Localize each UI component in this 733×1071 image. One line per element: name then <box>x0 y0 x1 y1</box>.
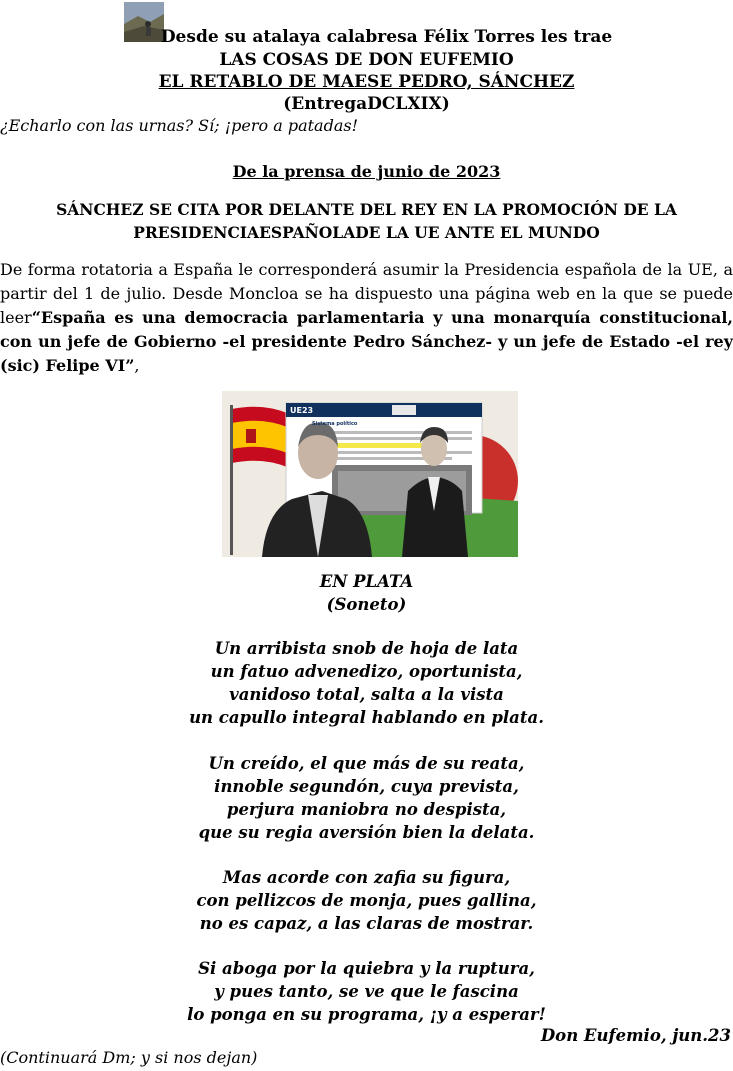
poem-stanza-1 <box>0 637 733 729</box>
poem-verse: y pues tanto, se ve que le fascina <box>214 982 519 1001</box>
poem-title: EN PLATA <box>319 572 414 591</box>
news-photo <box>222 391 518 557</box>
poem-verse: que su regia aversión bien la delata. <box>198 823 535 842</box>
subtitle: ¿Echarlo con las urnas? Sí; ¡pero a patadas! <box>0 116 359 135</box>
site-logo: UE23 <box>290 406 314 415</box>
poem-stanza-2 <box>0 752 733 844</box>
poem-verse: Un arribista snob de hoja de lata <box>214 639 519 658</box>
article-title: EL RETABLO DE MAESE PEDRO, SÁNCHEZ <box>158 72 575 92</box>
poem-verse: con pellizcos de monja, pues gallina, <box>196 891 537 910</box>
press-source: De la prensa de junio de 2023 <box>232 162 501 181</box>
series-title: LAS COSAS DE DON EUFEMIO <box>219 50 514 70</box>
poem-verse: vanidoso total, salta a la vista <box>229 685 504 704</box>
body-end: , <box>134 356 140 375</box>
poem-form: (Soneto) <box>326 595 407 614</box>
poem-stanza-3 <box>0 866 733 935</box>
poem-verse: Un creído, el que más de su reata, <box>208 754 525 773</box>
poem-verse: innoble segundón, cuya prevista, <box>214 777 519 796</box>
poem-verse: un capullo integral hablando en plata. <box>189 708 544 727</box>
body-plain: De forma rotatoria a España le corresponderá asumir la Presidencia española de la UE, a partir del 1 de julio. Desde Moncloa se ha dispuesto una página web en la que se puede leer <box>0 260 733 327</box>
poem-verse: Mas acorde con zafia su figura, <box>222 868 511 887</box>
signature: Don Eufemio, jun.23 <box>540 1026 731 1045</box>
panel-title: Sistema político <box>312 421 358 427</box>
poem-verse: no es capaz, a las claras de mostrar. <box>199 914 534 933</box>
article-body <box>0 258 733 378</box>
poem-verse: lo ponga en su programa, ¡y a esperar! <box>187 1005 546 1024</box>
poem-stanza-4 <box>0 957 733 1026</box>
poem-verse: un fatuo advenedizo, oportunista, <box>210 662 523 681</box>
entrega-number: (EntregaDCLXIX) <box>283 94 450 114</box>
body-quote: “España es una democracia parlamentaria y una monarquía constitucional, con un jefe de Gobierno -el presidente Pedro Sánchez- y un jefe de Estado -el rey (sic) Felipe VI” <box>0 308 733 375</box>
poem-verse: Si aboga por la quiebra y la ruptura, <box>198 959 535 978</box>
headline-line-2: PRESIDENCIAESPAÑOLADE LA UE ANTE EL MUNDO <box>133 223 600 242</box>
headline-line-1: SÁNCHEZ SE CITA POR DELANTE DEL REY EN LA PROMOCIÓN DE LA <box>56 200 677 219</box>
news-headline <box>0 198 733 244</box>
footer-note: (Continuará Dm; y si nos dejan) <box>0 1048 258 1067</box>
poem-verse: perjura maniobra no despista, <box>226 800 507 819</box>
header-intro: Desde su atalaya calabresa Félix Torres les trae <box>160 27 613 47</box>
